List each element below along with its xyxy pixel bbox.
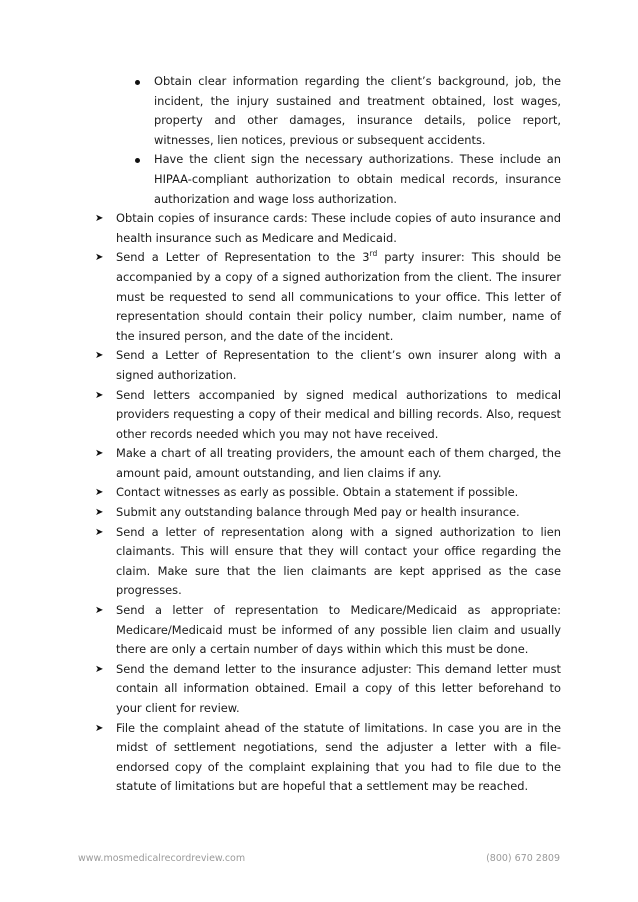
main-bullet-item [95, 346, 561, 385]
main-bullet-text: File the complaint ahead of the statute of limitations. In case you are in the midst of settlement negotiations, send the adjuster a letter with a file-endorsed copy of the complaint explaining that you had to file due to the statute of limitations but are hopeful that a settlement may be reached. [116, 720, 561, 794]
main-bullet-text: Send a Letter of Representation to the client’s own insurer along with a signed authorization. [116, 348, 561, 382]
text-before-sup: Send a Letter of Representation to the 3 [116, 250, 370, 265]
footer-website: www.mosmedicalrecordreview.com [78, 853, 246, 864]
main-bullet-text: Contact witnesses as early as possible. Obtain a statement if possible. [116, 485, 519, 500]
main-bullet-item [95, 719, 561, 797]
main-bullet-list [95, 209, 561, 797]
text-after-sup: party insurer: This should be accompanied by a copy of a signed authorization from the client. The insurer must be requested to send all communications to your office. This letter of representation should contain their policy number, claim number, name of the insured person, and the date of the incident. [116, 250, 561, 343]
main-bullet-item [95, 209, 561, 248]
main-bullet-item [95, 444, 561, 483]
arrow-bullet-icon: ➤ [95, 722, 104, 734]
main-bullet-item [95, 523, 561, 601]
ordinal-superscript: rd [369, 249, 378, 259]
arrow-bullet-icon: ➤ [95, 213, 104, 225]
main-bullet-text: Submit any outstanding balance through Med pay or health insurance. [116, 505, 520, 520]
main-bullet-item [95, 660, 561, 719]
main-bullet-text: Send a letter of representation along with a signed authorization to lien claimants. This will ensure that they will contact your office regarding the claim. Make sure that the lien claimants are kept apprised as the case progresses. [116, 524, 561, 598]
document-body [95, 72, 561, 797]
sub-bullet-item [154, 72, 561, 150]
arrow-bullet-icon: ➤ [95, 663, 104, 675]
sub-bullet-text: Have the client sign the necessary authorizations. These include an HIPAA-compliant authorization to obtain medical records, insurance authorization and wage loss authorization. [154, 152, 561, 206]
arrow-bullet-icon: ➤ [95, 350, 104, 362]
main-bullet-item [95, 386, 561, 445]
arrow-bullet-icon: ➤ [95, 389, 104, 401]
arrow-bullet-icon: ➤ [95, 605, 104, 617]
arrow-bullet-icon: ➤ [95, 507, 104, 519]
sub-bullet-text: Obtain clear information regarding the client’s background, job, the incident, the injury sustained and treatment obtained, lost wages, property and other damages, insurance details, police report, witnesses, lien notices, previous or subsequent accidents. [154, 74, 561, 147]
main-bullet-text: Send a letter of representation to Medicare/Medicaid as appropriate: Medicare/Medicaid must be informed of any possible lien claim and usually there are only a certain number of days within which this must be done. [116, 603, 561, 657]
main-bullet-text [116, 248, 561, 346]
footer-phone: (800) 670 2809 [486, 853, 560, 864]
sub-bullet-list [154, 72, 561, 209]
arrow-bullet-icon: ➤ [95, 448, 104, 460]
main-bullet-text: Obtain copies of insurance cards: These include copies of auto insurance and health insurance such as Medicare and Medicaid. [116, 211, 561, 245]
main-bullet-item [95, 601, 561, 660]
arrow-bullet-icon: ➤ [95, 252, 104, 264]
main-bullet-item [95, 248, 561, 346]
arrow-bullet-icon: ➤ [95, 526, 104, 538]
main-bullet-text: Make a chart of all treating providers, the amount each of them charged, the amount paid, amount outstanding, and lien claims if any. [116, 446, 561, 480]
arrow-bullet-icon: ➤ [95, 487, 104, 499]
main-bullet-text: Send the demand letter to the insurance adjuster: This demand letter must contain all information obtained. Email a copy of this letter beforehand to your client for review. [116, 661, 561, 715]
main-bullet-item [95, 483, 561, 503]
bullet-dot-icon [135, 80, 140, 85]
sub-bullet-item [154, 150, 561, 209]
main-bullet-item [95, 503, 561, 523]
main-bullet-text: Send letters accompanied by signed medical authorizations to medical providers requesting a copy of their medical and billing records. Also, request other records needed which you may not have received. [116, 387, 561, 441]
bullet-dot-icon [135, 158, 140, 163]
